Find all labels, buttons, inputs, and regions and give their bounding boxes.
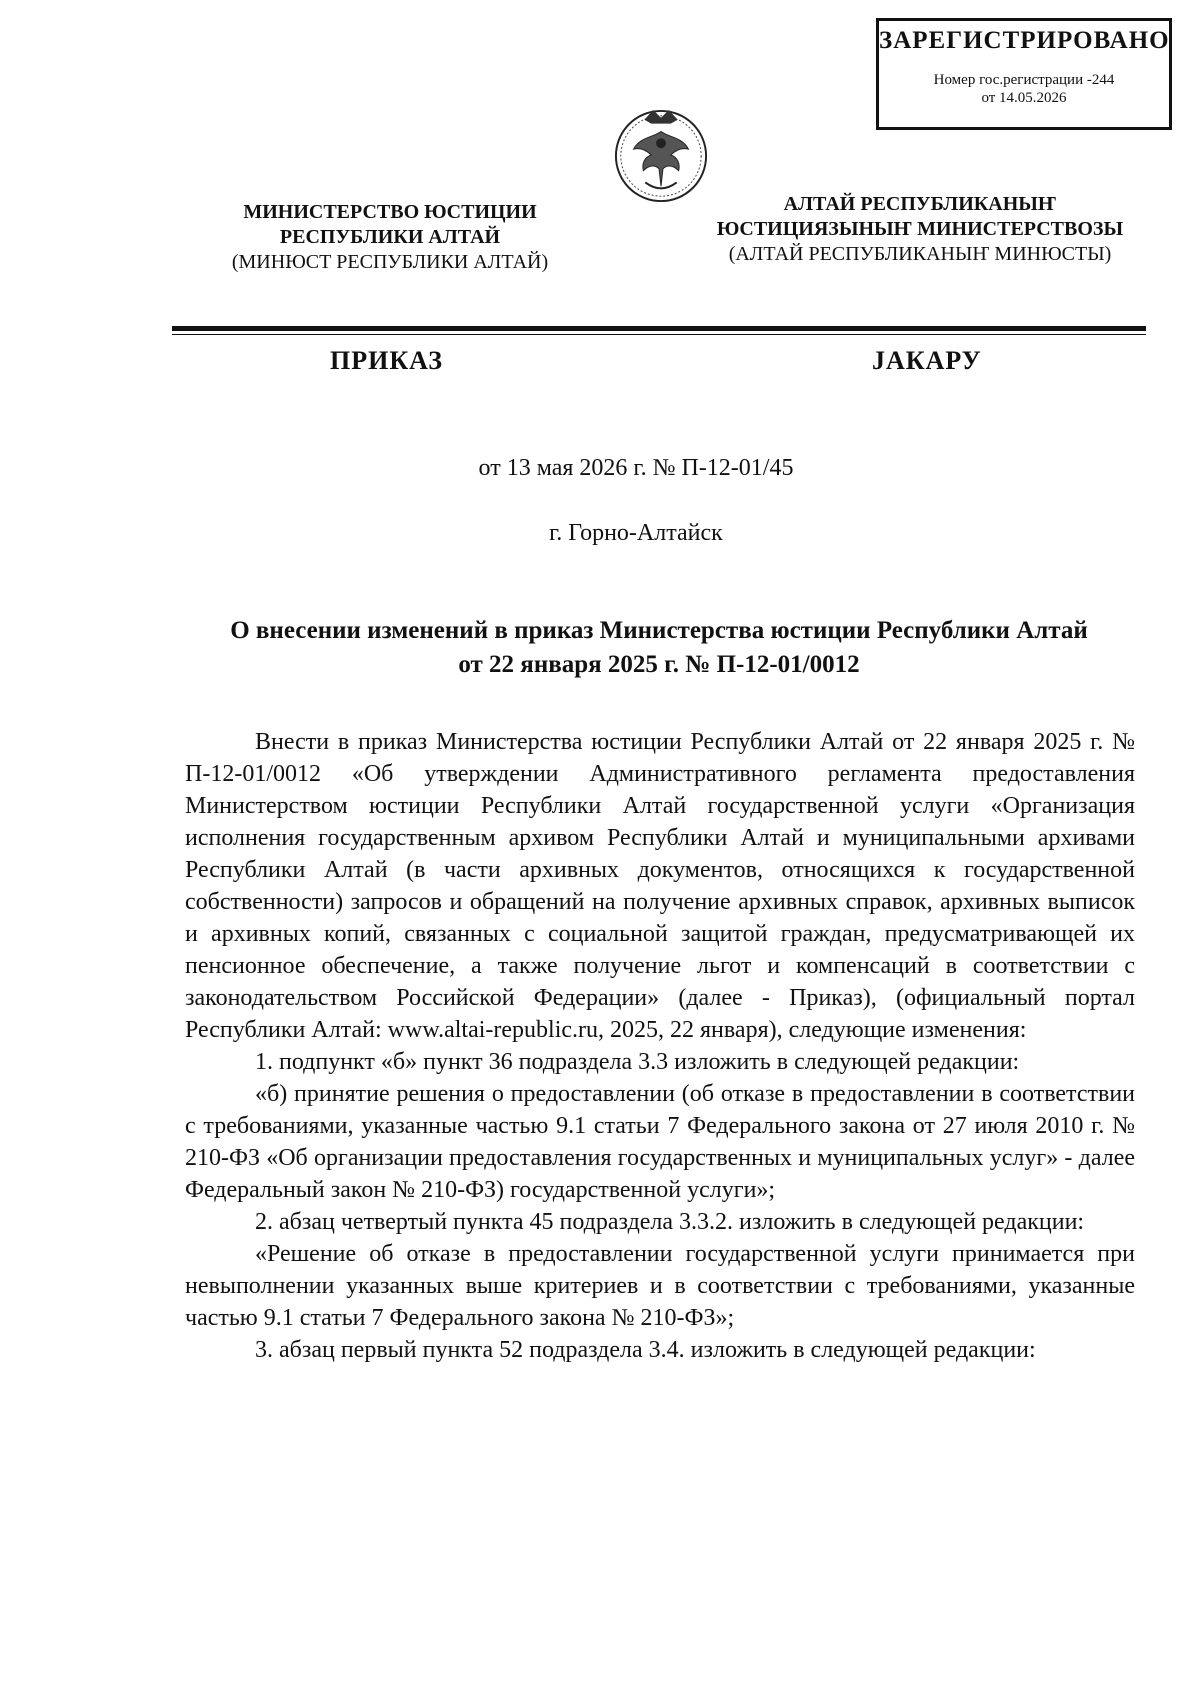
paragraph-item-1-text: «б) принятие решения о предоставлении (об отказе в предоставлении в соответствии с требованиями, указанные частью 9.1 статьи 7 Федерального закона от 27 июля 2010 г. № 210-ФЗ «Об организации предоставления государственных и муниципальных услуг» - далее Федеральный закон № 210-ФЗ) государственной услуги»; — [185, 1081, 1135, 1203]
paragraph-item-2-text: «Решение об отказе в предоставлении государственной услуги принимается при невыполнении указанных выше критериев и в соответствии с требованиями, указанные частью 9.1 статьи 7 Федерального закона № 210-ФЗ»; — [185, 1241, 1135, 1331]
registration-stamp — [876, 18, 1172, 130]
document-title — [172, 614, 1146, 682]
title-line1: О внесении изменений в приказ Министерства юстиции Республики Алтай — [230, 617, 1088, 644]
altai-coat-of-arms-icon — [612, 104, 710, 208]
stamp-reg-date: от 14.05.2026 — [981, 90, 1067, 106]
paragraph-item-3: 3. абзац первый пункта 52 подраздела 3.4. изложить в следующей редакции: — [255, 1337, 1036, 1363]
org-right-line1: АЛТАЙ РЕСПУБЛИКАНЫҤ — [783, 193, 1057, 215]
org-left-line3: (МИНЮСТ РЕСПУБЛИКИ АЛТАЙ) — [231, 251, 549, 273]
org-right-line3: (АЛТАЙ РЕСПУБЛИКАНЫҤ МИНЮСТЫ) — [728, 243, 1112, 265]
stamp-reg-number: Номер гос.регистрации -244 — [933, 72, 1115, 88]
title-line2: от 22 января 2025 г. № П-12-01/0012 — [458, 651, 860, 678]
doc-type-altai: ЈАКАРУ — [872, 346, 982, 375]
org-left-line2: РЕСПУБЛИКИ АЛТАЙ — [279, 226, 501, 248]
header-rule-thin — [172, 334, 1146, 335]
ministry-name-altai — [700, 192, 1140, 267]
city: г. Горно-Алтайск — [549, 520, 723, 546]
ministry-name-russian — [200, 200, 580, 275]
stamp-title: ЗАРЕГИСТРИРОВАНО — [879, 27, 1170, 54]
order-date-number: от 13 мая 2026 г. № П-12-01/45 — [478, 455, 794, 481]
document-body — [185, 726, 1135, 1366]
org-right-line2: ЮСТИЦИЯЗЫНЫҤ МИНИСТЕРСТВОЗЫ — [716, 218, 1124, 240]
doc-type-russian: ПРИКАЗ — [330, 346, 444, 375]
paragraph-item-2: 2. абзац четвертый пункта 45 подраздела 3.3.2. изложить в следующей редакции: — [255, 1209, 1085, 1235]
paragraph-item-1: 1. подпункт «б» пункт 36 подраздела 3.3 изложить в следующей редакции: — [255, 1049, 1020, 1075]
paragraph-intro: Внести в приказ Министерства юстиции Республики Алтай от 22 января 2025 г. № П-12-01/0012 «Об утверждении Административного регламента предоставления Министерством юстиции Республики Алтай государственной услуги «Организация исполнения государственным архивом Республики Алтай и муниципальными архивами Республики Алтай (в части архивных документов, относящихся к государственной собственности) запросов и обращений на получение архивных справок, архивных выписок и архивных копий, связанных с социальной защитой граждан, предусматривающей их пенсионное обеспечение, а также получение льгот и компенсаций в соответствии с законодательством Российской Федерации» (далее - Приказ), (официальный портал Республики Алтай: www.altai-republic.ru, 2025, 22 января), следующие изменения: — [185, 729, 1135, 1043]
header-rule-thick — [172, 326, 1146, 331]
org-left-line1: МИНИСТЕРСТВО ЮСТИЦИИ — [243, 201, 537, 223]
